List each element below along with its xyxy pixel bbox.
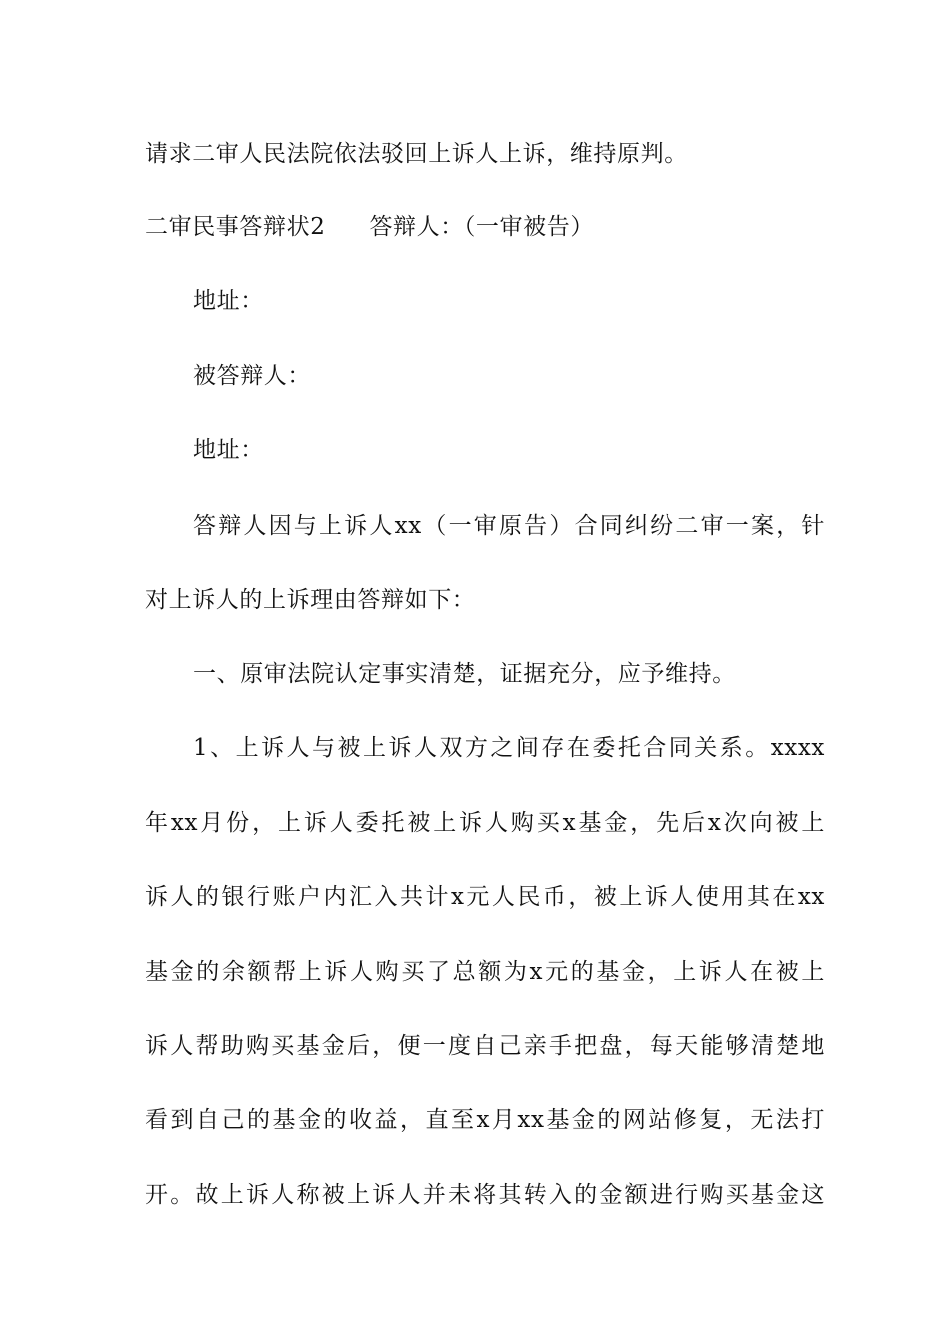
text-line: 基金的余额帮上诉人购买了总额为x元的基金，上诉人在被上: [145, 959, 825, 985]
text-line: 地址：: [193, 288, 264, 314]
text-line: 一、原审法院认定事实清楚，证据充分，应予维持。: [193, 661, 736, 687]
document-title: 二审民事答辩状2: [145, 214, 326, 240]
respondent-label: 答辩人：（一审被告）: [369, 214, 594, 240]
text-line: 答辩人因与上诉人xx（一审原告）合同纠纷二审一案，针: [193, 513, 825, 539]
text-line: 1、上诉人与被上诉人双方之间存在委托合同关系。xxxx: [193, 735, 825, 761]
text-line: 诉人帮助购买基金后，便一度自己亲手把盘，每天能够清楚地: [145, 1033, 825, 1059]
heading-line: [145, 211, 825, 243]
text-line: 年xx月份，上诉人委托被上诉人购买x基金，先后x次向被上: [145, 810, 825, 836]
text-line: 开。故上诉人称被上诉人并未将其转入的金额进行购买基金这: [145, 1182, 825, 1208]
text-line: 对上诉人的上诉理由答辩如下：: [145, 587, 476, 613]
text-line: 看到自己的基金的收益，直至x月xx基金的网站修复，无法打: [145, 1107, 825, 1133]
text-line: 诉人的银行账户内汇入共计x元人民币，被上诉人使用其在xx: [145, 884, 825, 910]
text-line: 被答辩人：: [193, 363, 311, 389]
text-line: 地址：: [193, 437, 264, 463]
text-line: 请求二审人民法院依法驳回上诉人上诉，维持原判。: [145, 141, 688, 167]
